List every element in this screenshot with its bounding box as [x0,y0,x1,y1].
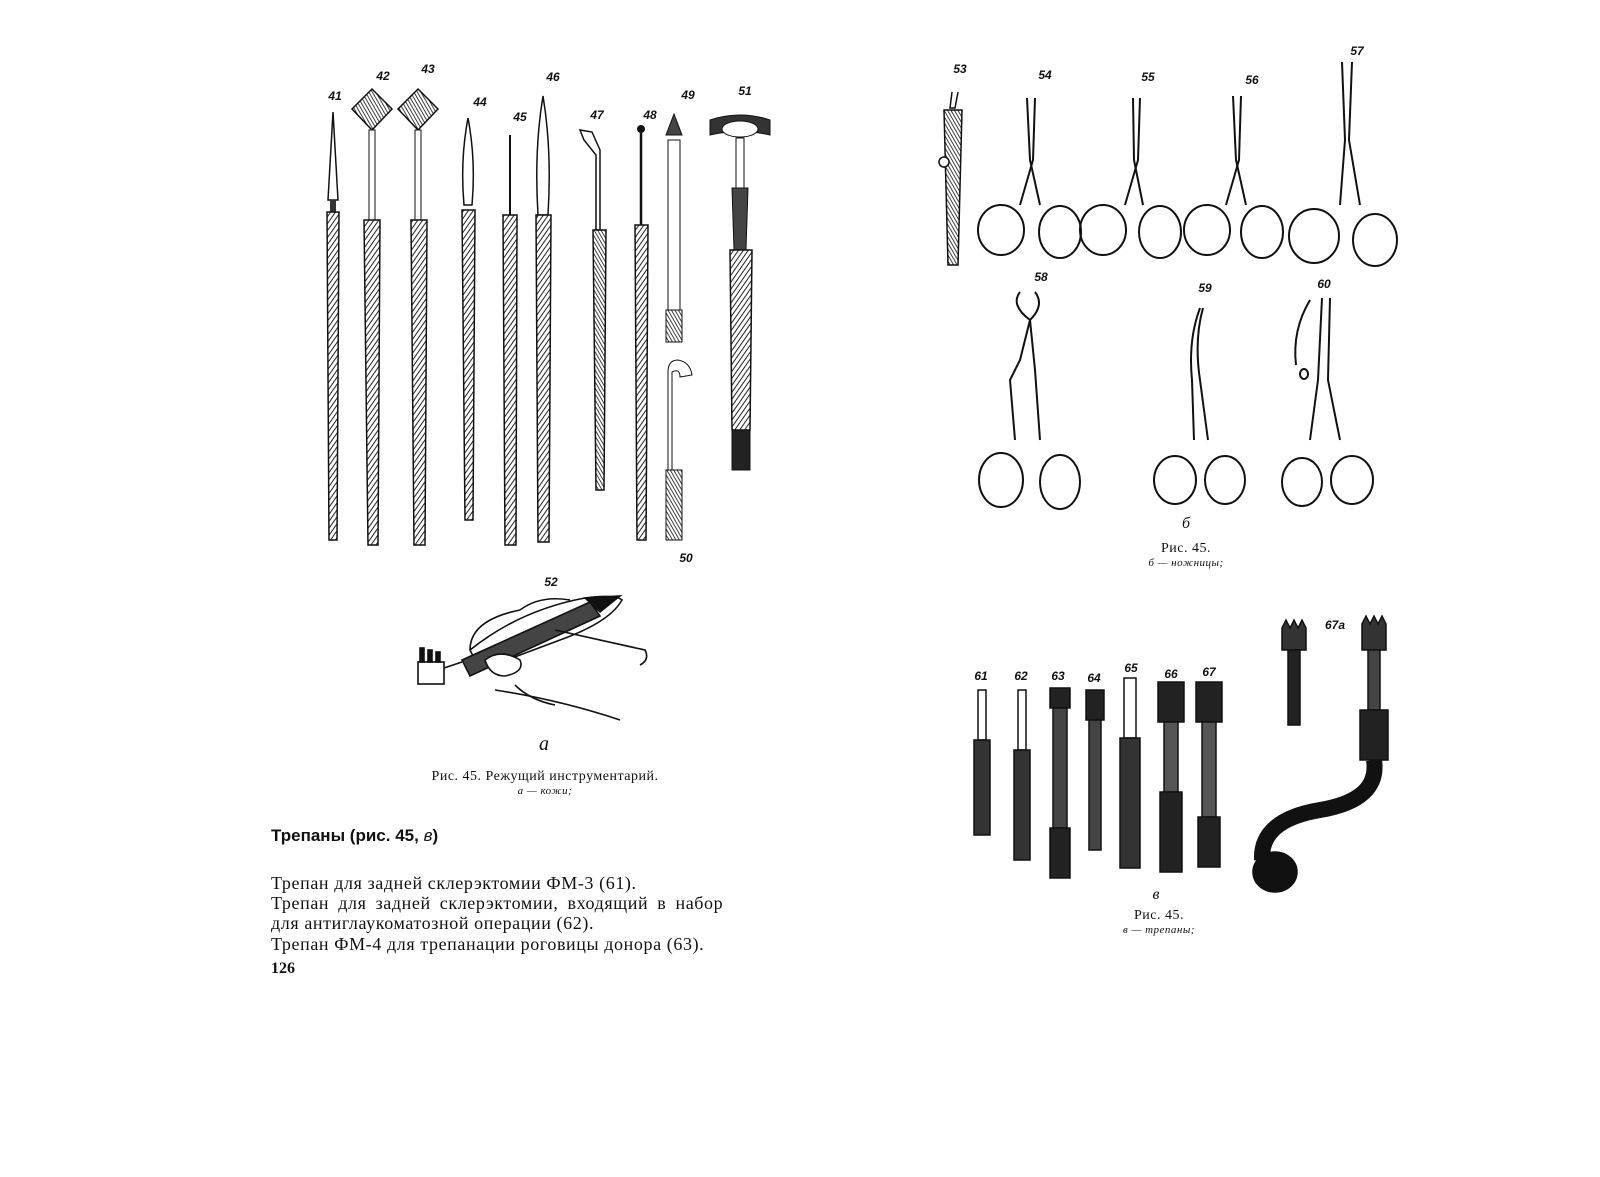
scissors-53 [939,92,962,265]
figure-caption-a [432,769,659,797]
label-64: 64 [1087,671,1101,685]
scissors-caption-sub: б — ножницы; [1148,557,1224,569]
trephine-caption-title: Рис. 45. [1133,908,1184,923]
trephine-66 [1158,682,1184,872]
instrument-46 [536,96,551,542]
scissors-56 [1184,96,1283,258]
instrument-44 [462,118,475,520]
label-65: 65 [1124,661,1138,675]
figure-caption-v [1123,908,1195,936]
section-heading: Трепаны (рис. 45, в) [271,826,439,845]
label-45: 45 [513,110,527,124]
caption-title: Рис. 45. Режущий инструментарий. [431,769,659,784]
label-47: 47 [590,108,604,122]
label-57: 57 [1350,44,1364,58]
caption-sub: а — кожи; [517,785,573,797]
paragraph-line-2: Трепан для задней склерэктомии, входящий в набор [271,893,724,913]
label-67: 67 [1202,665,1216,679]
instrument-47 [580,130,606,490]
trephine-67 [1196,682,1222,867]
label-48: 48 [643,108,657,122]
label-63: 63 [1051,669,1065,683]
label-66: 66 [1164,667,1178,681]
label-51: 51 [738,84,752,98]
scissors-55 [1080,98,1181,258]
paragraph-line-4: Трепан ФМ-4 для трепанации роговицы донора (63). [271,934,705,954]
figure-caption-b [1148,541,1223,569]
trephine-63 [1050,688,1070,878]
label-59: 59 [1198,281,1212,295]
trephine-62 [1014,690,1030,860]
scissors-57 [1289,62,1397,266]
trephine-67a [1253,616,1388,892]
label-67a: 67а [1324,618,1346,632]
scissors-60 [1282,298,1373,506]
label-44: 44 [473,95,487,109]
scissors-caption-title: Рис. 45. [1161,541,1211,556]
instrument-42 [352,89,392,545]
page-number: 126 [271,960,295,977]
label-55: 55 [1141,70,1155,84]
scissors-58 [979,292,1080,509]
figure-letter-a: а [539,733,549,755]
instrument-50 [666,360,692,540]
paragraph-line-3: для антиглаукоматозной операции (62). [271,913,595,933]
trephine-caption-sub: в — трепаны; [1123,924,1195,936]
trephine-65 [1120,678,1140,868]
label-62: 62 [1014,669,1028,683]
label-46: 46 [546,70,560,84]
paragraph-line-1: Трепан для задней склерэктомии ФМ-3 (61). [271,873,637,893]
scissors-54 [978,98,1081,258]
trephine-64 [1086,690,1104,850]
label-58: 58 [1034,270,1048,284]
label-54: 54 [1038,68,1052,82]
instrument-49 [666,114,682,342]
hand-illustration-52 [418,596,647,720]
label-42: 42 [376,69,390,83]
instrument-43 [398,89,438,545]
label-61: 61 [974,669,988,683]
label-60: 60 [1317,277,1331,291]
label-41: 41 [328,89,342,103]
figure-letter-v: в [1152,886,1160,903]
label-56: 56 [1245,73,1259,87]
instrument-51 [710,115,770,470]
figure-letter-b: б [1181,515,1191,532]
scissors-59 [1154,308,1245,504]
label-53: 53 [953,62,967,76]
trephine-61 [974,690,990,835]
label-49: 49 [681,88,695,102]
label-50: 50 [679,551,693,565]
instrument-41 [327,112,339,540]
instrument-45 [503,135,517,545]
instrument-48 [635,125,648,540]
label-52: 52 [544,575,558,589]
label-43: 43 [421,62,435,76]
